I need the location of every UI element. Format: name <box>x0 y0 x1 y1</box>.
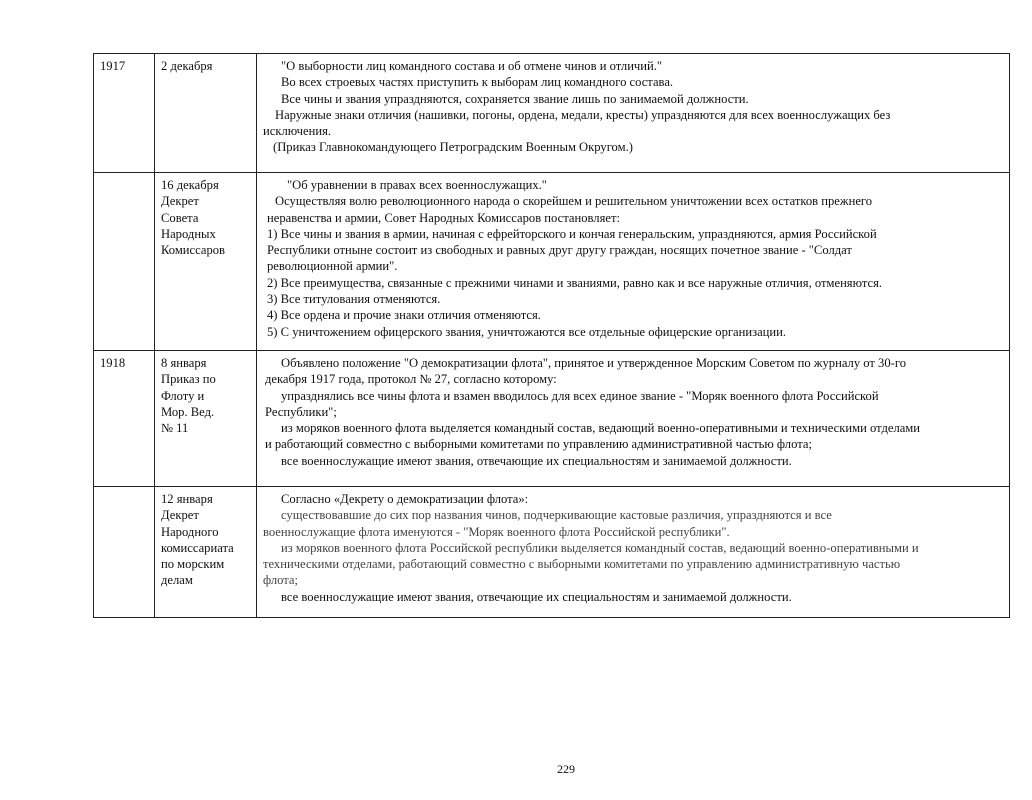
text-line: 4) Все ордена и прочие знаки отличия отменяются. <box>267 308 541 323</box>
text-line: 5) С уничтожением офицерского звания, уничтожаются все отдельные офицерские организации. <box>267 324 787 339</box>
year-value: 1917 <box>100 59 126 73</box>
text-line: Объявлено положение "О демократизации флота", принятое и утвержденное Морским Советом по журналу от 30-го <box>281 356 906 370</box>
text-line: из моряков военного флота Российской республики выделяется командный состав, ведающий военно-оперативными и <box>281 540 919 555</box>
text-cell <box>257 351 1010 487</box>
text-cell <box>257 487 1010 618</box>
text-line: и работающий совместно с выборными комитетами по управлению административной частью флота; <box>265 437 812 452</box>
date-line: 2 декабря <box>161 59 213 73</box>
year-cell <box>94 173 155 351</box>
date-line: Флоту и <box>161 388 205 403</box>
date-line: Декрет <box>161 194 199 209</box>
chronology-table <box>93 53 1010 618</box>
text-line: Осуществляя волю революционного народа о скорейшем и решительном уничтожении всех остатков прежнего <box>275 194 873 209</box>
text-line: Во всех строевых частях приступить к выборам лиц командного состава. <box>281 75 674 90</box>
year-cell <box>94 351 155 487</box>
text-line: (Приказ Главнокомандующего Петроградским Военным Округом.) <box>273 140 633 155</box>
table-row <box>94 173 1010 351</box>
text-line: военнослужащие флота именуются - "Моряк военного флота Российской республики". <box>263 524 730 539</box>
date-line: по морским <box>161 557 225 572</box>
date-line: Мор. Вед. <box>161 404 215 419</box>
text-line: 2) Все преимущества, связанные с прежними чинами и званиями, равно как и все наружные отличия, отменяются. <box>267 275 883 290</box>
text-line: Согласно «Декрету о демократизации флота»: <box>281 492 529 506</box>
date-cell <box>155 487 257 618</box>
text-line: существовавшие до сих пор названия чинов, подчеркивающие кастовые различия, упраздняются и все <box>281 508 832 523</box>
date-line: № 11 <box>161 421 189 436</box>
year-value: 1918 <box>100 356 126 370</box>
date-line: Совета <box>161 210 199 225</box>
text-line: Республики отныне состоит из свободных и равных друг другу граждан, носящих почетное звание - "Солдат <box>267 243 852 258</box>
date-line: 12 января <box>161 492 213 506</box>
text-cell <box>257 173 1010 351</box>
text-line: флота; <box>263 573 299 588</box>
text-line: техническими отделами, работающий совместно с выборными комитетами по управлению административную частью <box>263 557 901 572</box>
text-line: декабря 1917 года, протокол № 27, согласно которому: <box>265 372 557 387</box>
text-line: все военнослужащие имеют звания, отвечающие их специальностям и занимаемой должности. <box>281 453 792 468</box>
page-number: 229 <box>557 762 575 776</box>
date-line: 8 января <box>161 356 207 370</box>
text-line: 1) Все чины и звания в армии, начиная с ефрейторского и кончая генеральским, упраздняются, армия Российской <box>267 226 877 241</box>
text-line: все военнослужащие имеют звания, отвечающие их специальностям и занимаемой должности. <box>281 589 792 604</box>
year-cell <box>94 487 155 618</box>
date-line: Декрет <box>161 508 199 523</box>
text-line: неравенства и армии, Совет Народных Комиссаров постановляет: <box>267 210 620 225</box>
text-line: 3) Все титулования отменяются. <box>267 292 441 307</box>
table-row <box>94 54 1010 173</box>
date-line: Народного <box>161 524 219 539</box>
text-line: Республики"; <box>265 404 337 419</box>
text-line: "О выборности лиц командного состава и об отмене чинов и отличий." <box>281 59 663 73</box>
text-line: упразднялись все чины флота и взамен вводилось для всех единое звание - "Моряк военного флота Российской <box>281 388 879 403</box>
date-line: Приказ по <box>161 372 216 387</box>
text-line: революционной армии". <box>267 259 398 274</box>
text-line: из моряков военного флота выделяется командный состав, ведающий военно-оперативными и техническими отделами <box>281 421 921 436</box>
text-cell <box>257 54 1010 173</box>
date-line: делам <box>161 573 193 588</box>
date-cell <box>155 173 257 351</box>
date-line: Комиссаров <box>161 243 226 258</box>
date-line: комиссариата <box>161 540 234 555</box>
date-line: 16 декабря <box>161 178 219 192</box>
date-cell <box>155 54 257 173</box>
year-cell <box>94 54 155 173</box>
text-line: Наружные знаки отличия (нашивки, погоны, ордена, медали, кресты) упраздняются для всех военнослужащих без <box>275 107 891 122</box>
text-line: Все чины и звания упраздняются, сохраняется звание лишь по занимаемой должности. <box>281 91 749 106</box>
date-cell <box>155 351 257 487</box>
table-row <box>94 351 1010 487</box>
text-line: исключения. <box>263 124 332 139</box>
text-line: "Об уравнении в правах всех военнослужащих." <box>287 178 547 192</box>
date-line: Народных <box>161 226 216 241</box>
table-row <box>94 487 1010 618</box>
